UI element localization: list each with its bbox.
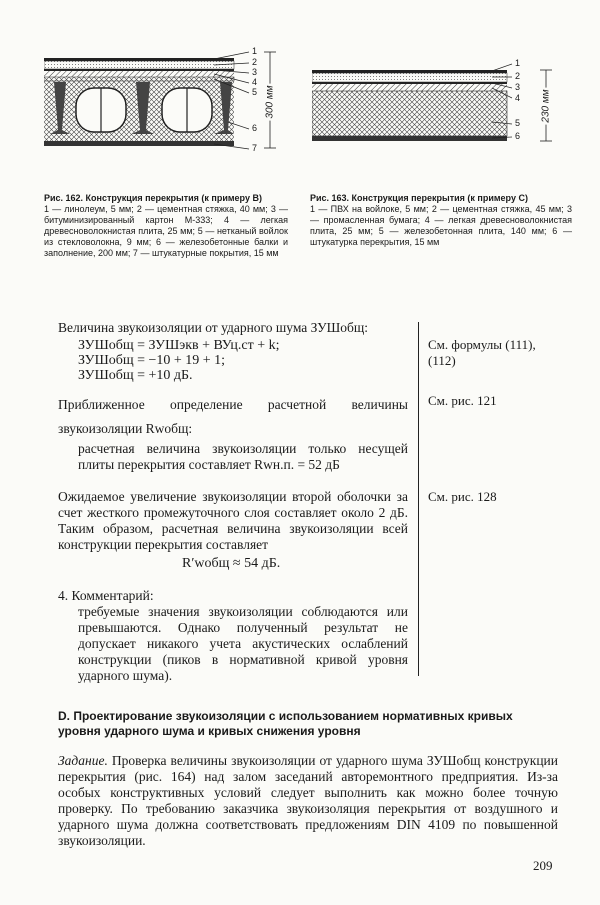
fig163-label-6: 6 [515, 131, 521, 141]
paragraph-bearing-slab: расчетная величина звукоизоляции только несущей плиты перекрытия составляет Rwн.п. = 52 дБ [78, 441, 408, 472]
fig162-label-4: 4 [252, 77, 258, 87]
task-text: Проверка величины звукоизоляции от ударного шума ЗУШобщ конструкции перекрытия (рис. 164) над залом заседаний авторемонтного предприятия. Из-за особых конструктивных условий следует выполнить как можно более точную проверку. По требованию заказчика звукоизоляция перекрытия от воздушного и ударного шума должна соответствовать предложениям DIN 4109 по повышенной звукоизоляции. [58, 753, 559, 848]
fig163-label-4: 4 [515, 93, 521, 103]
task-paragraph [58, 753, 558, 849]
fig162-dimension: 300 мм [264, 85, 276, 119]
column-divider [418, 322, 419, 676]
figure-163-drawing [312, 42, 572, 170]
fig163-label-5: 5 [515, 118, 521, 128]
figure-162-legend: 1 — линолеум, 5 мм; 2 — цементная стяжка, 40 мм; 3 — битуминизированный картон М-333; 4 — легкая древесноволокнистая плита, 25 мм; 5 — нетканый войлок из стекловолокна, 9 мм; 6 — железобетонные балки и заполнение, 200 мм; 7 — штукатурные покрытия, 15 мм [44, 204, 288, 258]
task-label: Задание. [58, 753, 108, 768]
paragraph-impact-noise: Величина звукоизоляции от ударного шума ЗУШобщ: [58, 320, 369, 335]
fig163-label-1: 1 [515, 58, 521, 68]
comment-text: требуемые значения звукоизоляции соблюдаются или превышаются. Однако полученный результат не допускает никакого учета акустических ослаблений конструкции (пиков в нормативной кривой уровня ударного шума). [78, 604, 408, 683]
side-note-formulas: См. формулы (111), (112) [428, 337, 536, 368]
side-note-fig121: См. рис. 121 [428, 393, 497, 408]
equation-4: R′wобщ ≈ 54 дБ. [182, 556, 281, 571]
equation-3: ЗУШобщ = +10 дБ. [78, 368, 193, 383]
figure-163-caption [310, 193, 572, 248]
side-note-fig128: См. рис. 128 [428, 489, 497, 504]
fig162-label-6: 6 [252, 123, 258, 133]
comment-heading: 4. Комментарий: [58, 588, 154, 603]
figure-163-legend: 1 — ПВХ на войлоке, 5 мм; 2 — цементная стяжка, 45 мм; 3 — промасленная бумага; 4 — легкая древесноволокнистая плита, 25 мм; 5 — железобетонная плита, 140 мм; 6 — штукатурка перекрытия, 15 мм [310, 204, 572, 247]
fig162-label-7: 7 [252, 143, 258, 153]
figure-162-title: Рис. 162. Конструкция перекрытия (к примеру B) [44, 193, 262, 203]
figure-163 [312, 42, 572, 170]
page-number: 209 [533, 858, 553, 873]
paragraph-approx: Приближенное определение расчетной величины звукоизоляции Rwобщ: [58, 397, 408, 436]
section-d-title: D. Проектирование звукоизоляции с использованием нормативных кривых уровня ударного шума и кривых снижения уровня [58, 709, 513, 738]
fig163-dimension: 230 мм [540, 89, 552, 123]
equation-2: ЗУШобщ = −10 + 19 + 1; [78, 353, 226, 368]
fig163-label-3: 3 [515, 82, 521, 92]
fig162-label-3: 3 [252, 67, 258, 77]
equation-1: ЗУШобщ = ЗУШэкв + ВУц.ст + k; [78, 338, 280, 353]
paragraph-expected-increase: Ожидаемое увеличение звукоизоляции второй оболочки за счет жесткого промежуточного слоя составляет около 2 дБ. Таким образом, расчетная величина звукоизоляции всей конструкции перекрытия составляет [58, 489, 408, 552]
figure-162 [44, 42, 284, 170]
figure-162-drawing [44, 42, 284, 170]
figure-163-title: Рис. 163. Конструкция перекрытия (к примеру C) [310, 193, 528, 203]
fig162-label-5: 5 [252, 87, 258, 97]
figure-162-caption [44, 193, 288, 259]
fig162-label-1: 1 [252, 46, 258, 56]
fig162-label-2: 2 [252, 57, 258, 67]
fig163-label-2: 2 [515, 71, 521, 81]
